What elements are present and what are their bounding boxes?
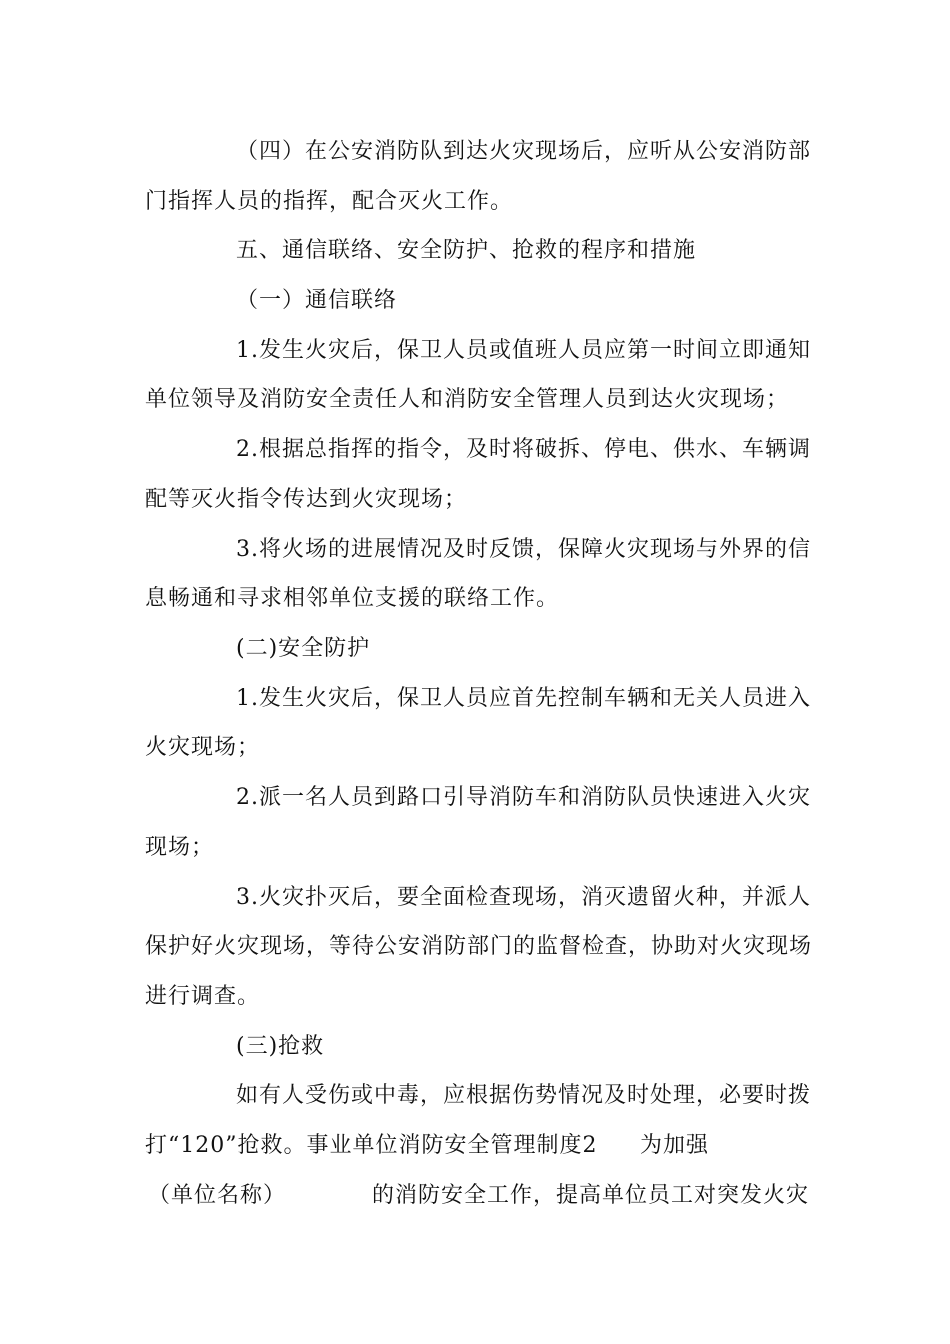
subsection-heading: （一）通信联络 (236, 288, 398, 313)
paragraph-line: 单位领导及消防安全责任人和消防安全管理人员到达火灾现场； (145, 387, 790, 412)
paragraph-line: 进行调查。 (145, 984, 261, 1009)
paragraph-line: 门指挥人员的指挥，配合灭火工作。 (145, 189, 514, 214)
paragraph-line: 2.派一名人员到路口引导消防车和消防队员快速进入火灾 (236, 785, 811, 810)
paragraph-line: 火灾现场； (145, 735, 261, 760)
paragraph-line: （四）在公安消防队到达火灾现场后，应听从公安消防部 (236, 139, 812, 164)
paragraph-line: 2.根据总指挥的指令，及时将破拆、停电、供水、车辆调 (236, 437, 811, 462)
paragraph-line: 保护好火灾现场，等待公安消防部门的监督检查，协助对火灾现场 (145, 934, 813, 959)
paragraph-line: 3.将火场的进展情况及时反馈，保障火灾现场与外界的信 (236, 537, 811, 562)
paragraph-line-split (0, 1181, 950, 1211)
paragraph-line: 1.发生火灾后，保卫人员应首先控制车辆和无关人员进入 (236, 686, 811, 711)
paragraph-line: 如有人受伤或中毒，应根据伤势情况及时处理，必要时拨 (236, 1083, 812, 1108)
paragraph-line: 现场； (145, 835, 215, 860)
subsection-heading: (三)抢救 (236, 1034, 325, 1059)
paragraph-segment: 的消防安全工作，提高单位员工对突发火灾 (372, 1183, 810, 1208)
section-heading: 五、通信联络、安全防护、抢救的程序和措施 (236, 238, 697, 263)
paragraph-line-split (0, 1131, 950, 1161)
paragraph-segment: 为加强 (640, 1133, 710, 1158)
subsection-heading: (二)安全防护 (236, 636, 371, 661)
paragraph-line: 配等灭火指令传达到火灾现场； (145, 487, 468, 512)
paragraph-line: 3.火灾扑灭后，要全面检查现场，消灭遗留火种，并派人 (236, 885, 811, 910)
paragraph-line: 息畅通和寻求相邻单位支援的联络工作。 (145, 586, 560, 611)
paragraph-line: 1.发生火灾后，保卫人员或值班人员应第一时间立即通知 (236, 338, 811, 363)
placeholder-unit-name: （单位名称） (148, 1183, 287, 1208)
paragraph-segment: 打“120”抢救。事业单位消防安全管理制度2 (145, 1133, 598, 1158)
